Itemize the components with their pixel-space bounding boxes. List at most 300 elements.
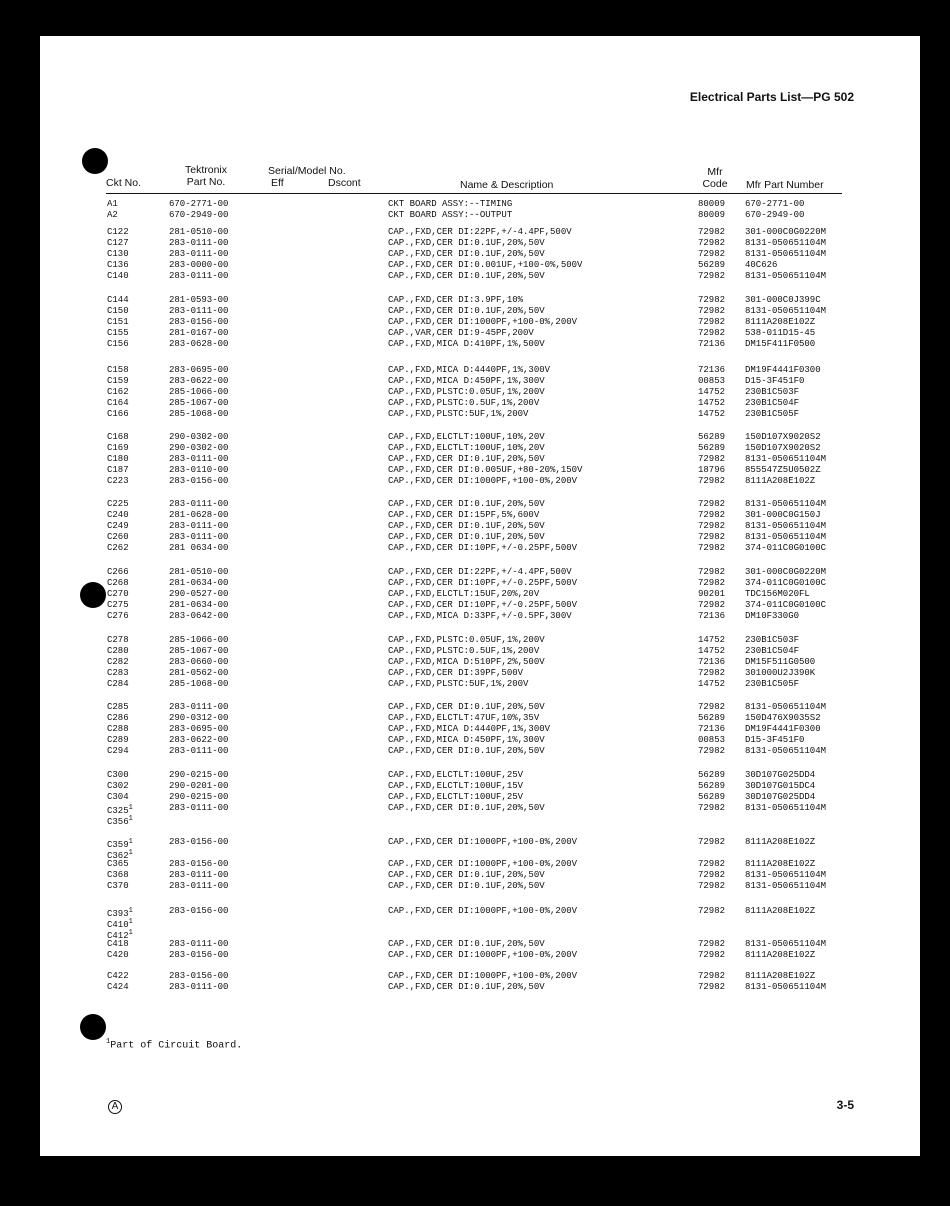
mfr-part-number-cell-text: 8131-050651104M: [745, 499, 827, 509]
part-no-cell: [169, 227, 228, 238]
part-no-cell-text: 285-1066-00: [169, 387, 229, 397]
table-row: [40, 859, 920, 870]
mfr-code-cell-text: 72982: [698, 499, 726, 509]
mfr-part-number-cell-text: 301-000C0G0220M: [745, 567, 827, 577]
mfr-part-number-cell: [745, 499, 826, 510]
description-cell-text: CAP.,FXD,ELCTLT:15UF,20%,20V: [388, 589, 540, 599]
mfr-part-number-cell-text: 670-2949-00: [745, 210, 805, 220]
table-row: [40, 510, 920, 521]
mfr-code-cell-text: 72982: [698, 532, 726, 542]
mfr-code-cell: [698, 939, 725, 950]
description-cell-text: CAP.,FXD,PLSTC:5UF,1%,200V: [388, 409, 529, 419]
ckt-no-cell: [107, 476, 129, 487]
part-no-cell: [169, 398, 228, 409]
description-cell: [388, 521, 545, 532]
mfr-part-number-cell-text: D15-3F451F0: [745, 735, 805, 745]
mfr-part-number-cell: [745, 770, 815, 781]
ckt-no-cell: [107, 339, 129, 350]
mfr-code-cell-text: 72982: [698, 578, 726, 588]
ckt-no-cell-text: C289: [107, 735, 129, 745]
mfr-code-cell-text: 72982: [698, 271, 726, 281]
mfr-code-cell: [698, 735, 725, 746]
description-cell: [388, 724, 550, 735]
binder-hole: [0, 864, 40, 884]
mfr-part-number-cell-text: 301-000C0J399C: [745, 295, 821, 305]
footnote-ref: 1: [128, 838, 133, 846]
part-no-cell-text: 283-0642-00: [169, 611, 229, 621]
mfr-code-cell-text: 80009: [698, 199, 726, 209]
ckt-no-cell: [107, 199, 118, 210]
description-cell-text: CAP.,FXD,CER DI:0.1UF,20%,50V: [388, 982, 545, 992]
table-row: [40, 249, 920, 260]
table-row: [40, 770, 920, 781]
mfr-part-number-cell-text: 8111A208E102Z: [745, 317, 816, 327]
description-cell-text: CAP.,VAR,CER DI:9-45PF,200V: [388, 328, 534, 338]
punch-hole-mark: [80, 582, 106, 608]
part-no-cell: [169, 611, 228, 622]
mfr-code-cell: [698, 432, 725, 443]
mfr-part-number-cell: [745, 443, 821, 454]
col-ckt-no: Ckt No.: [106, 177, 142, 189]
ckt-no-cell-text: C144: [107, 295, 129, 305]
ckt-no-cell-text: C282: [107, 657, 129, 667]
part-no-cell: [169, 657, 228, 668]
description-cell-text: CAP.,FXD,CER DI:0.1UF,20%,50V: [388, 532, 545, 542]
ckt-no-cell: [107, 657, 129, 668]
mfr-code-cell: [698, 376, 725, 387]
ckt-no-cell-text: C240: [107, 510, 129, 520]
mfr-part-number-cell-text: 301-000C0G150J: [745, 510, 821, 520]
binder-hole: [0, 178, 40, 198]
ckt-no-cell-text: C159: [107, 376, 129, 386]
ckt-no-cell: [107, 499, 129, 510]
mfr-code-cell-text: 14752: [698, 646, 726, 656]
table-row: [40, 317, 920, 328]
mfr-code-cell: [698, 454, 725, 465]
col-name-description: Name & Description: [460, 179, 554, 191]
description-cell: [388, 238, 545, 249]
description-cell-text: CAP.,FXD,CER DI:39PF,500V: [388, 668, 524, 678]
ckt-no-cell: [107, 792, 129, 803]
mfr-part-number-cell-text: 230B1C504F: [745, 398, 800, 408]
footnote-ref: 1: [128, 815, 133, 823]
part-no-cell: [169, 532, 228, 543]
description-cell-text: CAP.,FXD,PLSTC:5UF,1%,200V: [388, 679, 529, 689]
ckt-no-cell-text: C162: [107, 387, 129, 397]
mfr-part-number-cell: [745, 668, 815, 679]
footnote-ref: 1: [128, 907, 133, 915]
description-cell-text: CAP.,FXD,CER DI:0.1UF,20%,50V: [388, 306, 545, 316]
part-no-cell-text: 290-0527-00: [169, 589, 229, 599]
description-cell: [388, 939, 545, 950]
ckt-no-cell: [107, 543, 129, 554]
description-cell-text: CAP.,FXD,CER DI:0.1UF,20%,50V: [388, 870, 545, 880]
mfr-code-cell: [698, 781, 725, 792]
table-row: [40, 837, 920, 848]
description-cell-text: CAP.,FXD,CER DI:1000PF,+100-0%,200V: [388, 971, 578, 981]
ckt-no-cell-text: C302: [107, 781, 129, 791]
part-no-cell-text: 283-0111-00: [169, 939, 229, 949]
ckt-no-cell-text: C168: [107, 432, 129, 442]
mfr-code-cell-text: 72982: [698, 971, 726, 981]
ckt-no-cell-text: C262: [107, 543, 129, 553]
part-no-cell-text: 670-2949-00: [169, 210, 229, 220]
description-cell: [388, 432, 545, 443]
ckt-no-cell: [107, 510, 129, 521]
ckt-no-cell: [107, 306, 129, 317]
mfr-part-number-cell-text: 30D107G025DD4: [745, 770, 816, 780]
ckt-no-cell: [107, 971, 129, 982]
part-no-cell-text: 283-0156-00: [169, 950, 229, 960]
punch-hole-mark: [82, 148, 108, 174]
mfr-part-number-cell: [745, 409, 799, 420]
binder-hole: [0, 235, 40, 255]
mfr-code-cell: [698, 328, 725, 339]
table-row: [40, 881, 920, 892]
mfr-part-number-cell-text: 8131-050651104M: [745, 271, 827, 281]
mfr-code-cell-text: 00853: [698, 376, 726, 386]
part-no-cell: [169, 454, 228, 465]
ckt-no-cell: [107, 210, 118, 221]
part-no-cell: [169, 746, 228, 757]
mfr-part-number-cell: [745, 398, 799, 409]
part-no-cell-text: 281 0634-00: [169, 543, 229, 553]
ckt-no-cell: [107, 746, 129, 757]
mfr-code-cell: [698, 306, 725, 317]
part-no-cell: [169, 859, 228, 870]
ckt-no-cell: [107, 365, 129, 376]
part-no-cell: [169, 600, 228, 611]
part-no-cell-text: 283-0110-00: [169, 465, 229, 475]
part-no-cell: [169, 499, 228, 510]
ckt-no-cell: [107, 713, 129, 724]
mfr-code-cell-text: 72982: [698, 939, 726, 949]
description-cell-text: CAP.,FXD,CER DI:1000PF,+100-0%,200V: [388, 837, 578, 847]
table-row: [40, 724, 920, 735]
part-no-cell-text: 283-0111-00: [169, 521, 229, 531]
ckt-no-cell: [107, 249, 129, 260]
part-no-cell: [169, 803, 228, 814]
mfr-code-cell-text: 72982: [698, 476, 726, 486]
description-cell-text: CAP.,FXD,CER DI:0.1UF,20%,50V: [388, 521, 545, 531]
binder-hole: [0, 634, 40, 654]
ckt-no-cell: [107, 376, 129, 387]
ckt-no-cell-text: C275: [107, 600, 129, 610]
description-cell-text: CAP.,FXD,MICA D:510PF,2%,500V: [388, 657, 545, 667]
part-no-cell: [169, 271, 228, 282]
table-row: [40, 928, 920, 939]
mfr-part-number-cell: [745, 657, 815, 668]
description-cell-text: CAP.,FXD,CER DI:0.1UF,20%,50V: [388, 803, 545, 813]
table-row: [40, 982, 920, 993]
table-row: [40, 578, 920, 589]
mfr-part-number-cell: [745, 881, 826, 892]
part-no-cell: [169, 443, 228, 454]
description-cell-text: CAP.,FXD,CER DI:1000PF,+100-0%,200V: [388, 476, 578, 486]
mfr-code-cell: [698, 210, 725, 221]
mfr-code-cell: [698, 249, 725, 260]
binder-hole: [0, 405, 40, 425]
footnote-ref: 1: [128, 849, 133, 857]
part-no-cell-text: 281-0628-00: [169, 510, 229, 520]
ckt-no-cell: [107, 532, 129, 543]
part-no-cell: [169, 735, 228, 746]
mfr-code-cell: [698, 238, 725, 249]
part-no-cell: [169, 328, 228, 339]
mfr-part-number-cell-text: 8131-050651104M: [745, 939, 827, 949]
mfr-code-cell: [698, 713, 725, 724]
part-no-cell: [169, 567, 228, 578]
mfr-code-cell-text: 14752: [698, 387, 726, 397]
part-no-cell-text: 281-0167-00: [169, 328, 229, 338]
description-cell: [388, 443, 545, 454]
footnote-ref: 1: [128, 918, 133, 926]
mfr-code-cell: [698, 906, 725, 917]
description-cell-text: CAP.,FXD,ELCTLT:100UF,25V: [388, 792, 524, 802]
part-no-cell-text: 285-1067-00: [169, 398, 229, 408]
description-cell-text: CAP.,FXD,CER DI:10PF,+/-0.25PF,500V: [388, 600, 578, 610]
mfr-part-number-cell: [745, 432, 821, 443]
description-cell: [388, 387, 545, 398]
part-no-cell-text: 283-0156-00: [169, 476, 229, 486]
ckt-no-cell-text: C393: [107, 909, 129, 919]
col-serial-model: [268, 165, 368, 189]
mfr-part-number-cell-text: 374-011C0G0100C: [745, 543, 827, 553]
mfr-code-cell: [698, 646, 725, 657]
ckt-no-cell-text: C270: [107, 589, 129, 599]
description-cell: [388, 950, 577, 961]
ckt-no-cell-text: C418: [107, 939, 129, 949]
mfr-part-number-cell: [745, 859, 815, 870]
part-no-cell-text: 283-0622-00: [169, 376, 229, 386]
ckt-no-cell: [107, 635, 129, 646]
ckt-no-cell-text: C122: [107, 227, 129, 237]
description-cell: [388, 600, 577, 611]
ckt-no-cell-text: C158: [107, 365, 129, 375]
table-row: [40, 567, 920, 578]
mfr-part-number-cell: [745, 387, 799, 398]
table-row: [40, 814, 920, 825]
description-cell: [388, 454, 545, 465]
mfr-code-cell-text: 90201: [698, 589, 726, 599]
description-cell-text: CKT BOARD ASSY:--TIMING: [388, 199, 513, 209]
page-number: 3-5: [836, 1098, 854, 1112]
part-no-cell-text: 290-0201-00: [169, 781, 229, 791]
description-cell: [388, 702, 545, 713]
mfr-part-number-cell: [745, 837, 815, 848]
mfr-code-cell: [698, 803, 725, 814]
description-cell: [388, 271, 545, 282]
part-no-cell: [169, 510, 228, 521]
mfr-part-number-cell: [745, 271, 826, 282]
ckt-no-cell: [107, 465, 129, 476]
ckt-no-cell-text: C266: [107, 567, 129, 577]
description-cell: [388, 510, 539, 521]
mfr-part-number-cell-text: 670-2771-00: [745, 199, 805, 209]
mfr-code-cell: [698, 837, 725, 848]
description-cell-text: CAP.,FXD,CER DI:0.1UF,20%,50V: [388, 271, 545, 281]
mfr-code-cell-text: 56289: [698, 443, 726, 453]
ckt-no-cell-text: C260: [107, 532, 129, 542]
mfr-code-cell-text: 72982: [698, 746, 726, 756]
page-header-title: Electrical Parts List—PG 502: [689, 90, 854, 104]
mfr-part-number-cell: [745, 746, 826, 757]
part-no-cell: [169, 724, 228, 735]
description-cell-text: CAP.,FXD,CER DI:0.001UF,+100-0%,500V: [388, 260, 583, 270]
ckt-no-cell-text: A2: [107, 210, 118, 220]
ckt-no-cell: [107, 668, 129, 679]
ckt-no-cell: [107, 432, 129, 443]
table-row: [40, 792, 920, 803]
mfr-code-cell: [698, 724, 725, 735]
ckt-no-cell-text: C304: [107, 792, 129, 802]
mfr-code-cell-text: 72982: [698, 328, 726, 338]
part-no-cell-text: 285-1067-00: [169, 646, 229, 656]
ckt-no-cell-text: C294: [107, 746, 129, 756]
ckt-no-cell-text: C368: [107, 870, 129, 880]
mfr-part-number-cell: [745, 317, 815, 328]
col-mfr-code: [700, 166, 730, 190]
mfr-part-number-cell-text: 8131-050651104M: [745, 532, 827, 542]
mfr-code-cell-text: 72136: [698, 611, 726, 621]
ckt-no-cell-text: C225: [107, 499, 129, 509]
part-no-cell: [169, 589, 228, 600]
description-cell: [388, 881, 545, 892]
part-no-cell-text: 283-0156-00: [169, 906, 229, 916]
mfr-part-number-cell-text: D15-3F451F0: [745, 376, 805, 386]
description-cell-text: CAP.,FXD,CER DI:10PF,+/-0.25PF,500V: [388, 578, 578, 588]
parts-group: [40, 702, 920, 757]
ckt-no-cell: [107, 702, 129, 713]
description-cell-text: CAP.,FXD,CER DI:1000PF,+100-0%,200V: [388, 906, 578, 916]
binder-hole: [0, 749, 40, 769]
table-row: [40, 848, 920, 859]
part-no-cell-text: 283-0111-00: [169, 702, 229, 712]
mfr-part-number-cell-text: 8131-050651104M: [745, 702, 827, 712]
mfr-part-number-cell-text: 8131-050651104M: [745, 881, 827, 891]
document-page: [40, 36, 920, 1156]
part-no-cell-text: 283-0111-00: [169, 803, 229, 813]
ckt-no-cell-text: C410: [107, 920, 129, 930]
part-no-cell-text: 283-0156-00: [169, 859, 229, 869]
part-no-cell-text: 283-0000-00: [169, 260, 229, 270]
footnote-marker: 1: [106, 1038, 111, 1046]
mfr-part-number-cell-text: 374-011C0G0100C: [745, 600, 827, 610]
mfr-code-cell-text: 72136: [698, 339, 726, 349]
ckt-no-cell: [107, 454, 129, 465]
punch-hole-mark: [80, 1014, 106, 1040]
mfr-part-number-cell-text: 230B1C504F: [745, 646, 800, 656]
mfr-part-number-cell: [745, 635, 799, 646]
part-no-cell: [169, 249, 228, 260]
table-row: [40, 465, 920, 476]
ckt-no-cell-text: C155: [107, 328, 129, 338]
mfr-code-cell: [698, 881, 725, 892]
ckt-no-cell: [107, 227, 129, 238]
description-cell-text: CAP.,FXD,CER DI:1000PF,+100-0%,200V: [388, 859, 578, 869]
mfr-code-cell-text: 56289: [698, 781, 726, 791]
table-row: [40, 238, 920, 249]
part-no-cell-text: 285-1068-00: [169, 409, 229, 419]
description-cell-text: CAP.,FXD,MICA D:4440PF,1%,300V: [388, 365, 551, 375]
table-row: [40, 646, 920, 657]
mfr-part-number-cell: [745, 781, 815, 792]
mfr-code-cell: [698, 199, 725, 210]
part-no-cell: [169, 668, 228, 679]
mfr-part-number-cell-text: 8131-050651104M: [745, 746, 827, 756]
ckt-no-cell: [107, 679, 129, 690]
table-row: [40, 543, 920, 554]
ckt-no-cell-text: C288: [107, 724, 129, 734]
binder-hole: [0, 1038, 40, 1058]
mfr-code-cell: [698, 859, 725, 870]
mfr-part-number-cell-text: DM15F511G0500: [745, 657, 816, 667]
description-cell-text: CAP.,FXD,ELCTLT:100UF,10%,20V: [388, 432, 545, 442]
mfr-part-number-cell-text: 8131-050651104M: [745, 803, 827, 813]
ckt-no-cell: [107, 881, 129, 892]
mfr-part-number-cell-text: 230B1C505F: [745, 409, 800, 419]
mfr-code-cell-text: 80009: [698, 210, 726, 220]
part-no-cell: [169, 376, 228, 387]
description-cell-text: CAP.,FXD,CER DI:22PF,+/-4.4PF,500V: [388, 567, 572, 577]
description-cell: [388, 870, 545, 881]
mfr-code-cell-text: 72982: [698, 227, 726, 237]
mfr-code-cell: [698, 792, 725, 803]
mfr-part-number-cell-text: 8131-050651104M: [745, 982, 827, 992]
mfr-part-number-cell: [745, 792, 815, 803]
mfr-code-cell-text: 72136: [698, 365, 726, 375]
description-cell: [388, 260, 582, 271]
ckt-no-cell: [107, 770, 129, 781]
mfr-part-number-cell: [745, 328, 815, 339]
ckt-no-cell-text: C164: [107, 398, 129, 408]
mfr-code-cell: [698, 260, 725, 271]
table-row: [40, 781, 920, 792]
description-cell-text: CAP.,FXD,MICA D:450PF,1%,300V: [388, 376, 545, 386]
table-row: [40, 939, 920, 950]
ckt-no-cell-text: C150: [107, 306, 129, 316]
part-no-cell-text: 283-0156-00: [169, 317, 229, 327]
mfr-code-cell: [698, 510, 725, 521]
ckt-no-cell-text: C285: [107, 702, 129, 712]
part-no-cell-text: 290-0302-00: [169, 443, 229, 453]
mfr-code-cell: [698, 365, 725, 376]
description-cell-text: CAP.,FXD,CER DI:0.1UF,20%,50V: [388, 238, 545, 248]
table-row: [40, 499, 920, 510]
description-cell: [388, 578, 577, 589]
mfr-part-number-cell: [745, 227, 826, 238]
description-cell: [388, 611, 572, 622]
mfr-part-number-cell: [745, 532, 826, 543]
mfr-code-cell-text: 56289: [698, 260, 726, 270]
table-row: [40, 906, 920, 917]
part-no-cell: [169, 781, 228, 792]
part-no-cell: [169, 476, 228, 487]
col-tektronix-line1: Tektronix: [184, 164, 227, 176]
table-row: [40, 409, 920, 420]
table-row: [40, 432, 920, 443]
description-cell-text: CAP.,FXD,PLSTC:0.5UF,1%,200V: [388, 646, 540, 656]
part-no-cell-text: 285-1068-00: [169, 679, 229, 689]
description-cell: [388, 735, 545, 746]
ckt-no-cell: [107, 646, 129, 657]
mfr-code-cell-text: 56289: [698, 792, 726, 802]
table-row: [40, 365, 920, 376]
mfr-part-number-cell-text: 30D107G015DC4: [745, 781, 816, 791]
ckt-no-cell: [107, 870, 129, 881]
mfr-part-number-cell: [745, 724, 821, 735]
ckt-no-cell-text: C365: [107, 859, 129, 869]
